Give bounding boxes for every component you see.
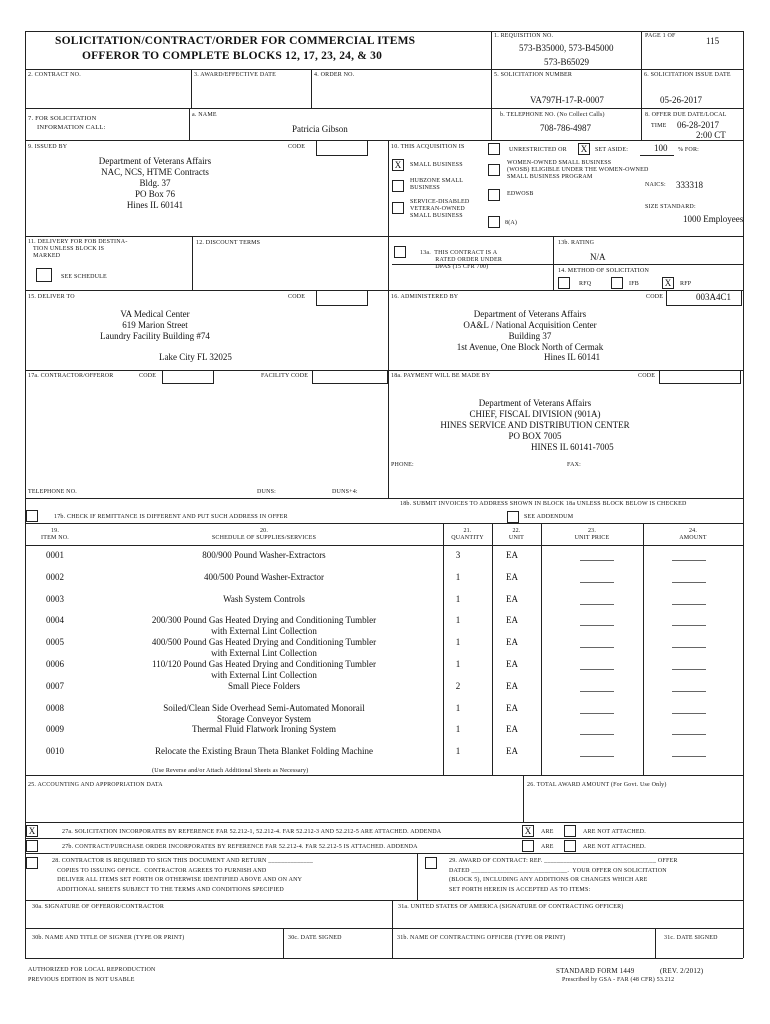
col22-num: 22.: [512, 528, 521, 534]
clause-27b-not-checkbox[interactable]: [564, 840, 576, 852]
rfp-checkbox[interactable]: X: [662, 277, 674, 289]
eight-a-checkbox[interactable]: [488, 216, 500, 228]
item-description: 800/900 Pound Washer-Extractors: [202, 550, 326, 560]
ifb-checkbox[interactable]: [611, 277, 623, 289]
facility-code-label: FACILITY CODE: [261, 373, 309, 379]
hubzone-checkbox[interactable]: [392, 180, 404, 192]
form-title-line2: OFFEROR TO COMPLETE BLOCKS 12, 17, 23, 24, & 30: [82, 50, 383, 62]
telephone-label: b. TELEPHONE NO. (No Collect Calls): [500, 112, 605, 118]
unit-price-field[interactable]: [580, 713, 614, 714]
unit-price-field[interactable]: [580, 691, 614, 692]
set-aside-label: SET ASIDE:: [595, 147, 629, 153]
issued-by-code-label: CODE: [288, 144, 306, 150]
deliver-to-address: VA Medical Center 619 Marion Street Laundry Facility Building #74: [100, 309, 210, 341]
size-standard-value[interactable]: 1000 Employees: [683, 214, 744, 224]
see-addendum-checkbox[interactable]: [507, 511, 519, 523]
signature-officer-field[interactable]: [394, 912, 742, 926]
administered-by-address: Department of Veterans Affairs OA&L / National Acquisition Center Building 37 1st Avenue, One Block North of Cermak: [456, 309, 604, 352]
page-label: PAGE 1 OF: [645, 33, 676, 39]
clause-27a-are: ARE: [541, 829, 554, 835]
footer-reproduction: AUTHORIZED FOR LOCAL REPRODUCTION: [28, 967, 156, 973]
signer-date-label: 30c. DATE SIGNED: [288, 935, 342, 941]
clause-27a-text: 27a. SOLICITATION INCORPORATES BY REFERENCE FAR 52.212-1, 52.212-4. FAR 52.212-3 AND 52.212-5 ARE ATTACHED. ADDENDA: [62, 829, 442, 835]
requisition-label: 1. REQUISITION NO.: [494, 33, 554, 39]
item-quantity: 1: [455, 615, 461, 625]
edwosb-checkbox[interactable]: [488, 189, 500, 201]
clause-27b-text: 27b. CONTRACT/PURCHASE ORDER INCORPORATES BY REFERENCE FAR 52.212-4. FAR 52.212-5 IS ATTACHED. ADDENDA: [62, 844, 418, 850]
clause-27b-not: ARE NOT ATTACHED.: [583, 844, 646, 850]
payment-fax-label: FAX:: [567, 462, 582, 468]
offer-due-date[interactable]: 06-28-2017: [677, 120, 719, 130]
administered-code-value[interactable]: 003A4C1: [696, 292, 732, 302]
footer-prescribed: Prescribed by GSA - FAR (48 CFR) 53.212: [562, 977, 675, 983]
accounting-label: 25. ACCOUNTING AND APPROPRIATION DATA: [28, 782, 163, 788]
item-quantity: 2: [455, 681, 461, 691]
item-description: 400/500 Pound Washer-Extractor: [204, 572, 324, 582]
duns4-label: DUNS+4:: [332, 489, 358, 495]
issue-date-label: 6. SOLICITATION ISSUE DATE: [644, 72, 731, 78]
item-description: 110/120 Pound Gas Heated Drying and Conditioning Tumbler with External Lint Collection: [152, 659, 376, 680]
contact-telephone[interactable]: 708-786-4987: [540, 123, 591, 133]
offer-due-label: 8. OFFER DUE DATE/LOCAL: [645, 112, 727, 118]
item-unit: EA: [506, 659, 518, 669]
col24-num: 24.: [688, 528, 698, 534]
signature-offeror-field[interactable]: [25, 912, 391, 926]
sdvosb-checkbox[interactable]: [392, 202, 404, 214]
col-amount: AMOUNT: [679, 535, 707, 541]
amount-field[interactable]: [672, 713, 706, 714]
item-no: 0002: [46, 572, 64, 582]
col-unit-price: UNIT PRICE: [574, 535, 610, 541]
item-unit: EA: [506, 594, 518, 604]
item-unit: EA: [506, 572, 518, 582]
rating-label: 13b. RATING: [558, 240, 595, 246]
rfp-label: RFP: [680, 281, 692, 287]
issued-by-label: 9. ISSUED BY: [28, 144, 68, 150]
footer-revision: (REV. 2/2012): [660, 967, 704, 975]
item-quantity: 1: [455, 746, 461, 756]
unit-price-field[interactable]: [580, 582, 614, 583]
see-addendum-label: SEE ADDENDUM: [524, 514, 574, 520]
size-standard-label: SIZE STANDARD:: [645, 204, 696, 210]
rated-order-checkbox[interactable]: [394, 246, 406, 258]
amount-field[interactable]: [672, 625, 706, 626]
page-total: 115: [706, 36, 720, 46]
payment-code-label: CODE: [638, 373, 656, 379]
telephone-no-label: TELEPHONE NO.: [28, 489, 77, 495]
item-quantity: 1: [455, 659, 461, 669]
rated-order-label: 13a. THIS CONTRACT IS A RATED ORDER UNDER DPAS (15 CFR 700): [420, 250, 503, 270]
item-no: 0001: [46, 550, 64, 560]
method-label: 14. METHOD OF SOLICITATION: [558, 268, 650, 274]
col-quantity: QUANTITY: [451, 535, 484, 541]
col-schedule: SCHEDULE OF SUPPLIES/SERVICES: [211, 535, 317, 541]
info-call-label: 7. FOR SOLICITATION: [28, 115, 97, 122]
requisition-value-2[interactable]: 573-B65029: [544, 57, 589, 67]
unit-price-field[interactable]: [580, 734, 614, 735]
see-schedule-checkbox[interactable]: [36, 268, 52, 282]
deliver-to-code-field[interactable]: [316, 291, 368, 306]
solicitation-number-label: 5. SOLICITATION NUMBER: [494, 72, 573, 78]
submit-invoices-label: 18b. SUBMIT INVOICES TO ADDRESS SHOWN IN BLOCK 18a UNLESS BLOCK BELOW IS CHECKED: [400, 501, 687, 507]
amount-field[interactable]: [672, 560, 706, 561]
payment-code-field[interactable]: [659, 371, 741, 384]
wosb-checkbox[interactable]: [488, 164, 500, 176]
contract-no-label: 2. CONTRACT NO.: [28, 72, 81, 78]
edwosb-label: EDWOSB: [507, 191, 534, 197]
small-business-label: SMALL BUSINESS: [410, 162, 463, 168]
block-29-text: 29. AWARD OF CONTRACT: REF. ___________________________________ OFFER DATED ______________________________. YOUR OFFER ON SOLICITATION (BLOCK 5), INCLUDING ANY ADDITIONS OR CHANGES WHICH ARE SET FORTH HEREIN IS ACCEPTED AS TO ITEMS:: [449, 858, 678, 893]
unit-price-field[interactable]: [580, 560, 614, 561]
unrestricted-label: UNRESTRICTED OR: [509, 147, 567, 153]
item-quantity: 1: [455, 703, 461, 713]
name-label: a. NAME: [192, 112, 217, 118]
payment-city: HINES IL 60141-7005: [531, 442, 614, 452]
issued-by-address: Department of Veterans Affairs NAC, NCS, HTME Contracts Bldg. 37 PO Box 76 Hines IL 60141: [98, 156, 212, 210]
award-date-label: 3. AWARD/EFFECTIVE DATE: [194, 72, 276, 78]
set-aside-percent[interactable]: 100: [654, 143, 668, 153]
item-description: 200/300 Pound Gas Heated Drying and Conditioning Tumbler with External Lint Collection: [151, 615, 377, 636]
col20-num: 20.: [259, 528, 269, 534]
clause-27b-checkbox[interactable]: [26, 840, 38, 852]
eight-a-label: 8(A): [505, 220, 518, 226]
signature-officer-label: 31a. UNITED STATES OF AMERICA (SIGNATURE OF CONTRACTING OFFICER): [398, 904, 624, 910]
item-unit: EA: [506, 615, 518, 625]
rfq-label: RFQ: [579, 281, 592, 287]
signature-offeror-label: 30a. SIGNATURE OF OFFEROR/CONTRACTOR: [32, 904, 165, 910]
unrestricted-checkbox[interactable]: [488, 143, 500, 155]
issue-date[interactable]: 05-26-2017: [660, 95, 702, 105]
item-unit: EA: [506, 550, 518, 560]
item-quantity: 1: [455, 724, 461, 734]
block-28-checkbox[interactable]: [26, 857, 38, 869]
item-unit: EA: [506, 637, 518, 647]
unit-price-field[interactable]: [580, 669, 614, 670]
item-unit: EA: [506, 703, 518, 713]
naics-value[interactable]: 333318: [676, 180, 703, 190]
form-title-line1: SOLICITATION/CONTRACT/ORDER FOR COMMERCIAL ITEMS: [55, 35, 416, 47]
contact-name[interactable]: Patricia Gibson: [292, 124, 348, 134]
info-call-label-2: INFORMATION CALL:: [37, 124, 106, 131]
rfq-checkbox[interactable]: [558, 277, 570, 289]
col-unit: UNIT: [508, 535, 525, 541]
payment-label: 18a. PAYMENT WILL BE MADE BY: [391, 373, 491, 379]
set-aside-percent-for: % FOR:: [678, 147, 700, 153]
contractor-label: 17a. CONTRACTOR/OFFEROR: [28, 373, 114, 379]
clause-27a-checkbox[interactable]: X: [26, 825, 38, 837]
clause-27b-are: ARE: [541, 844, 554, 850]
contractor-code-field[interactable]: [162, 371, 214, 384]
item-description: Soiled/Clean Side Overhead Semi-Automated Monorail Storage Conveyor System: [163, 703, 365, 724]
wosb-label: WOMEN-OWNED SMALL BUSINESS (WOSB) ELIGIBLE UNDER THE WOMEN-OWNED SMALL BUSINESS PROGRAM: [507, 160, 649, 180]
col-item-no: ITEM NO.: [41, 535, 69, 541]
item-no: 0007: [46, 681, 64, 691]
item-no: 0003: [46, 594, 64, 604]
unit-price-field[interactable]: [580, 647, 614, 648]
offer-due-time-label: TIME: [651, 123, 667, 129]
amount-field[interactable]: [672, 647, 706, 648]
signer-name-label: 30b. NAME AND TITLE OF SIGNER (TYPE OR PRINT): [32, 935, 185, 941]
col23-num: 23.: [587, 528, 597, 534]
clause-27a-are-checkbox[interactable]: X: [522, 825, 534, 837]
naics-label: NAICS:: [645, 182, 666, 188]
payment-address: Department of Veterans Affairs CHIEF, FISCAL DIVISION (901A) HINES SERVICE AND DISTRIBUTION CENTER PO BOX 7005: [440, 398, 630, 441]
payment-phone-label: PHONE:: [391, 462, 414, 468]
discount-terms-label: 12. DISCOUNT TERMS: [196, 240, 261, 246]
amount-field[interactable]: [672, 669, 706, 670]
clause-27a-not: ARE NOT ATTACHED.: [583, 829, 646, 835]
administered-by-label: 16. ADMINISTERED BY: [391, 294, 459, 300]
amount-field[interactable]: [672, 582, 706, 583]
item-quantity: 1: [455, 594, 461, 604]
block-28-text: 28. CONTRACTOR IS REQUIRED TO SIGN THIS DOCUMENT AND RETURN ______________ COPIES TO ISSUING OFFICE. CONTRACTOR AGREES TO FURNISH AND DELIVER ALL ITEMS SET FORTH OR OTHERWISE IDENTIFIED ABOVE AND ON ANY ADDITIONAL SHEETS SUBJECT TO THE TERMS AND CONDITIONS SPECIFIED: [52, 858, 314, 893]
order-no-label: 4. ORDER NO.: [314, 72, 355, 78]
item-unit: EA: [506, 681, 518, 691]
item-description: Wash System Controls: [223, 594, 305, 604]
item-no: 0009: [46, 724, 64, 734]
solicitation-number[interactable]: VA797H-17-R-0007: [530, 95, 604, 105]
col21-num: 21.: [463, 528, 472, 534]
duns-label: DUNS:: [257, 489, 277, 495]
administered-by-city: Hines IL 60141: [544, 352, 601, 362]
deliver-to-city: Lake City FL 32025: [159, 352, 232, 362]
contractor-code-label: CODE: [139, 373, 157, 379]
item-no: 0010: [46, 746, 64, 756]
item-description: Thermal Fluid Flatwork Ironing System: [192, 724, 336, 734]
remittance-label: 17b. CHECK IF REMITTANCE IS DIFFERENT AND PUT SUCH ADDRESS IN OFFER: [54, 514, 288, 520]
deliver-to-label: 15. DELIVER TO: [28, 294, 75, 300]
deliver-to-code-label: CODE: [288, 294, 306, 300]
item-quantity: 1: [455, 572, 461, 582]
item-no: 0004: [46, 615, 64, 625]
small-business-checkbox[interactable]: X: [392, 159, 404, 171]
reverse-note: (Use Reverse and/or Attach Additional Sheets as Necessary): [152, 768, 309, 774]
administered-code-label: CODE: [646, 294, 664, 300]
item-quantity: 1: [455, 637, 461, 647]
offer-due-time[interactable]: 2:00 CT: [696, 130, 726, 140]
sdvosb-label: SERVICE-DISABLED VETERAN-OWNED SMALL BUSINESS: [410, 199, 470, 219]
requisition-value[interactable]: 573-B35000, 573-B45000: [519, 43, 614, 53]
item-quantity: 3: [455, 550, 461, 560]
item-description: 400/500 Pound Gas Heated Drying and Conditioning Tumbler with External Lint Collection: [151, 637, 377, 658]
item-unit: EA: [506, 724, 518, 734]
amount-field[interactable]: [672, 734, 706, 735]
total-award-label: 26. TOTAL AWARD AMOUNT (For Govt. Use Only): [527, 782, 667, 788]
set-aside-checkbox[interactable]: X: [578, 143, 590, 155]
footer-form-number: STANDARD FORM 1449: [556, 967, 635, 975]
officer-date-label: 31c. DATE SIGNED: [664, 935, 718, 941]
item-no: 0005: [46, 637, 64, 647]
item-unit: EA: [506, 746, 518, 756]
officer-name-label: 31b. NAME OF CONTRACTING OFFICER (TYPE OR PRINT): [397, 935, 566, 941]
unit-price-field[interactable]: [580, 756, 614, 757]
see-schedule-label: SEE SCHEDULE: [61, 274, 107, 280]
item-description: Relocate the Existing Braun Theta Blanket Folding Machine: [154, 746, 374, 756]
col19-num: 19.: [50, 528, 60, 534]
issued-by-code-field[interactable]: [316, 141, 368, 156]
facility-code-field[interactable]: [312, 371, 388, 384]
item-description: Small Piece Folders: [228, 681, 300, 691]
unit-price-field[interactable]: [580, 604, 614, 605]
unit-price-field[interactable]: [580, 625, 614, 626]
delivery-fob-label: 11. DELIVERY FOR FOB DESTINA- TION UNLESS BLOCK IS MARKED: [28, 239, 128, 259]
acquisition-label: 10. THIS ACQUISITION IS: [391, 144, 465, 150]
amount-field[interactable]: [672, 691, 706, 692]
footer-previous-edition: PREVIOUS EDITION IS NOT USABLE: [28, 977, 135, 983]
item-no: 0006: [46, 659, 64, 669]
remittance-checkbox[interactable]: [26, 510, 38, 522]
clause-27a-not-checkbox[interactable]: [564, 825, 576, 837]
hubzone-label: HUBZONE SMALL BUSINESS: [410, 178, 464, 191]
item-no: 0008: [46, 703, 64, 713]
amount-field[interactable]: [672, 604, 706, 605]
clause-27b-are-checkbox[interactable]: [522, 840, 534, 852]
block-29-checkbox[interactable]: [425, 857, 437, 869]
rating-value[interactable]: N/A: [590, 252, 606, 262]
amount-field[interactable]: [672, 756, 706, 757]
ifb-label: IFB: [629, 281, 639, 287]
